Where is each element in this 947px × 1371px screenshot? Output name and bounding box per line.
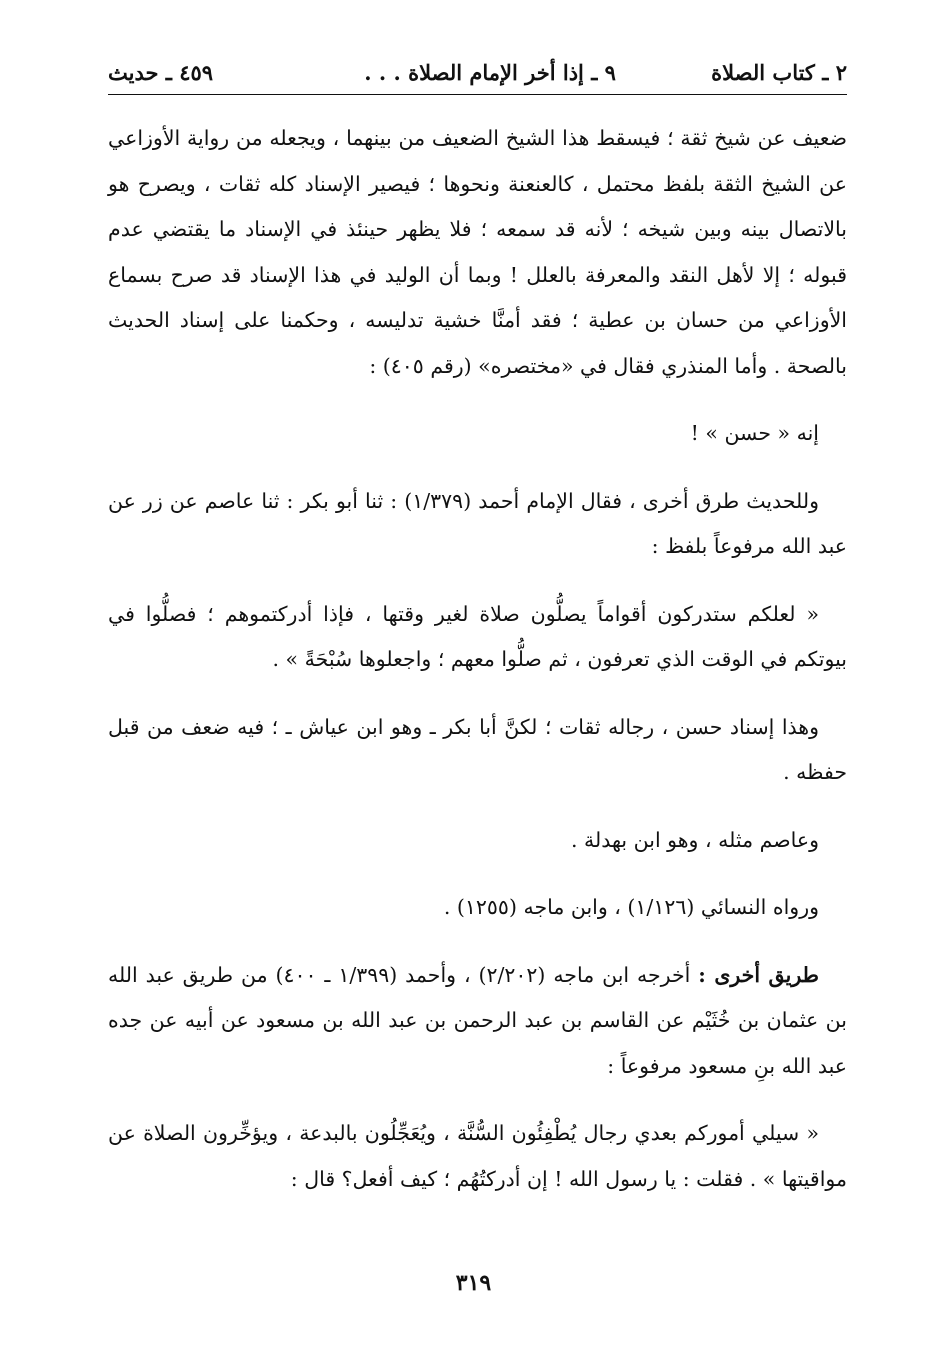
header-chapter-title: ٩ ـ إذا أخر الإمام الصلاة . . . — [364, 60, 616, 85]
paragraph-9-quote — [108, 1111, 847, 1202]
page-body — [108, 116, 847, 1202]
paragraph-text: « لعلكم ستدركون أقواماً يصلُّون صلاة لغير وقتها ، فإذا أدركتموهم ؛ فصلُّوا في بيوتكم في الوقت الذي تعرفون ، ثم صلُّوا معهم ؛ واجعلوها سُبْحَةً » . — [108, 601, 847, 671]
paragraph-text: « سيلي أموركم بعدي رجال يُطْفِئُون السُّنَّة ، ويُعَجِّلُون بالبدعة ، ويؤخِّرون الصلاة عن مواقيتها » . فقلت : يا رسول الله ! إن أدركتُهُم ؛ كيف أفعل؟ قال : — [108, 1121, 847, 1191]
paragraph-text: وللحديث طرق أخرى ، فقال الإمام أحمد (١/٣٧٩) : ثنا أبو بكر : ثنا عاصم عن زر عن عبد الله مرفوعاً بلفظ : — [108, 488, 847, 558]
paragraph-6 — [108, 818, 847, 864]
paragraph-2 — [108, 411, 847, 457]
running-header — [108, 58, 847, 95]
paragraph-1 — [108, 116, 847, 389]
paragraph-text: وهذا إسناد حسن ، رجاله ثقات ؛ لكنَّ أبا بكر ـ وهو ابن عياش ـ ؛ فيه ضعف من قبل حفظه . — [108, 714, 847, 784]
paragraph-lead-heading: طريق أخرى : — [698, 962, 819, 987]
paragraph-5 — [108, 705, 847, 796]
header-hadith-number: ٤٥٩ ـ حديث — [108, 60, 214, 85]
paragraph-3 — [108, 479, 847, 570]
paragraph-text: ضعيف عن شيخ ثقة ؛ فيسقط هذا الشيخ الضعيف من بينهما ، ويجعله من رواية الأوزاعي عن الشيخ الثقة بلفظ محتمل ، كالعنعنة ونحوها ؛ فيصير الإسناد كله ثقات ، ويصرح هو بالاتصال بينه وبين شيخه ؛ لأنه قد سمعه ؛ فلا يظهر حينئذ في الإسناد ما يقتضي عدم قبوله ؛ إلا لأهل النقد والمعرفة بالعلل ! وبما أن الوليد في هذا الإسناد قد صرح بسماع الأوزاعي من حسان بن عطية ؛ فقد أمنَّا خشية تدليسه ، وحكمنا على إسناد الحديث بالصحة . وأما المنذري فقال في «مختصره» (رقم ٤٠٥) : — [108, 126, 847, 378]
paragraph-text: أخرجه ابن ماجه (٢/٢٠٢) ، وأحمد (١/٣٩٩ ـ ٤٠٠) من طريق عبد الله بن عثمان بن خُثَيْم عن القاسم بن عبد الرحمن بن عبد الله بن مسعود عن أبيه عن جده عبد الله بنِ مسعود مرفوعاً : — [108, 962, 847, 1078]
paragraph-text: ورواه النسائي (١/١٢٦) ، وابن ماجه (١٢٥٥) . — [443, 895, 819, 919]
paragraph-4-quote — [108, 592, 847, 683]
paragraph-text: إنه « حسن » ! — [690, 421, 819, 445]
paragraph-text: وعاصم مثله ، وهو ابن بهدلة . — [570, 827, 819, 852]
page-number: ٣١٩ — [455, 1270, 492, 1296]
header-book-title: ٢ ـ كتاب الصلاة — [711, 60, 847, 85]
paragraph-7 — [108, 885, 847, 931]
paragraph-8 — [108, 953, 847, 1090]
